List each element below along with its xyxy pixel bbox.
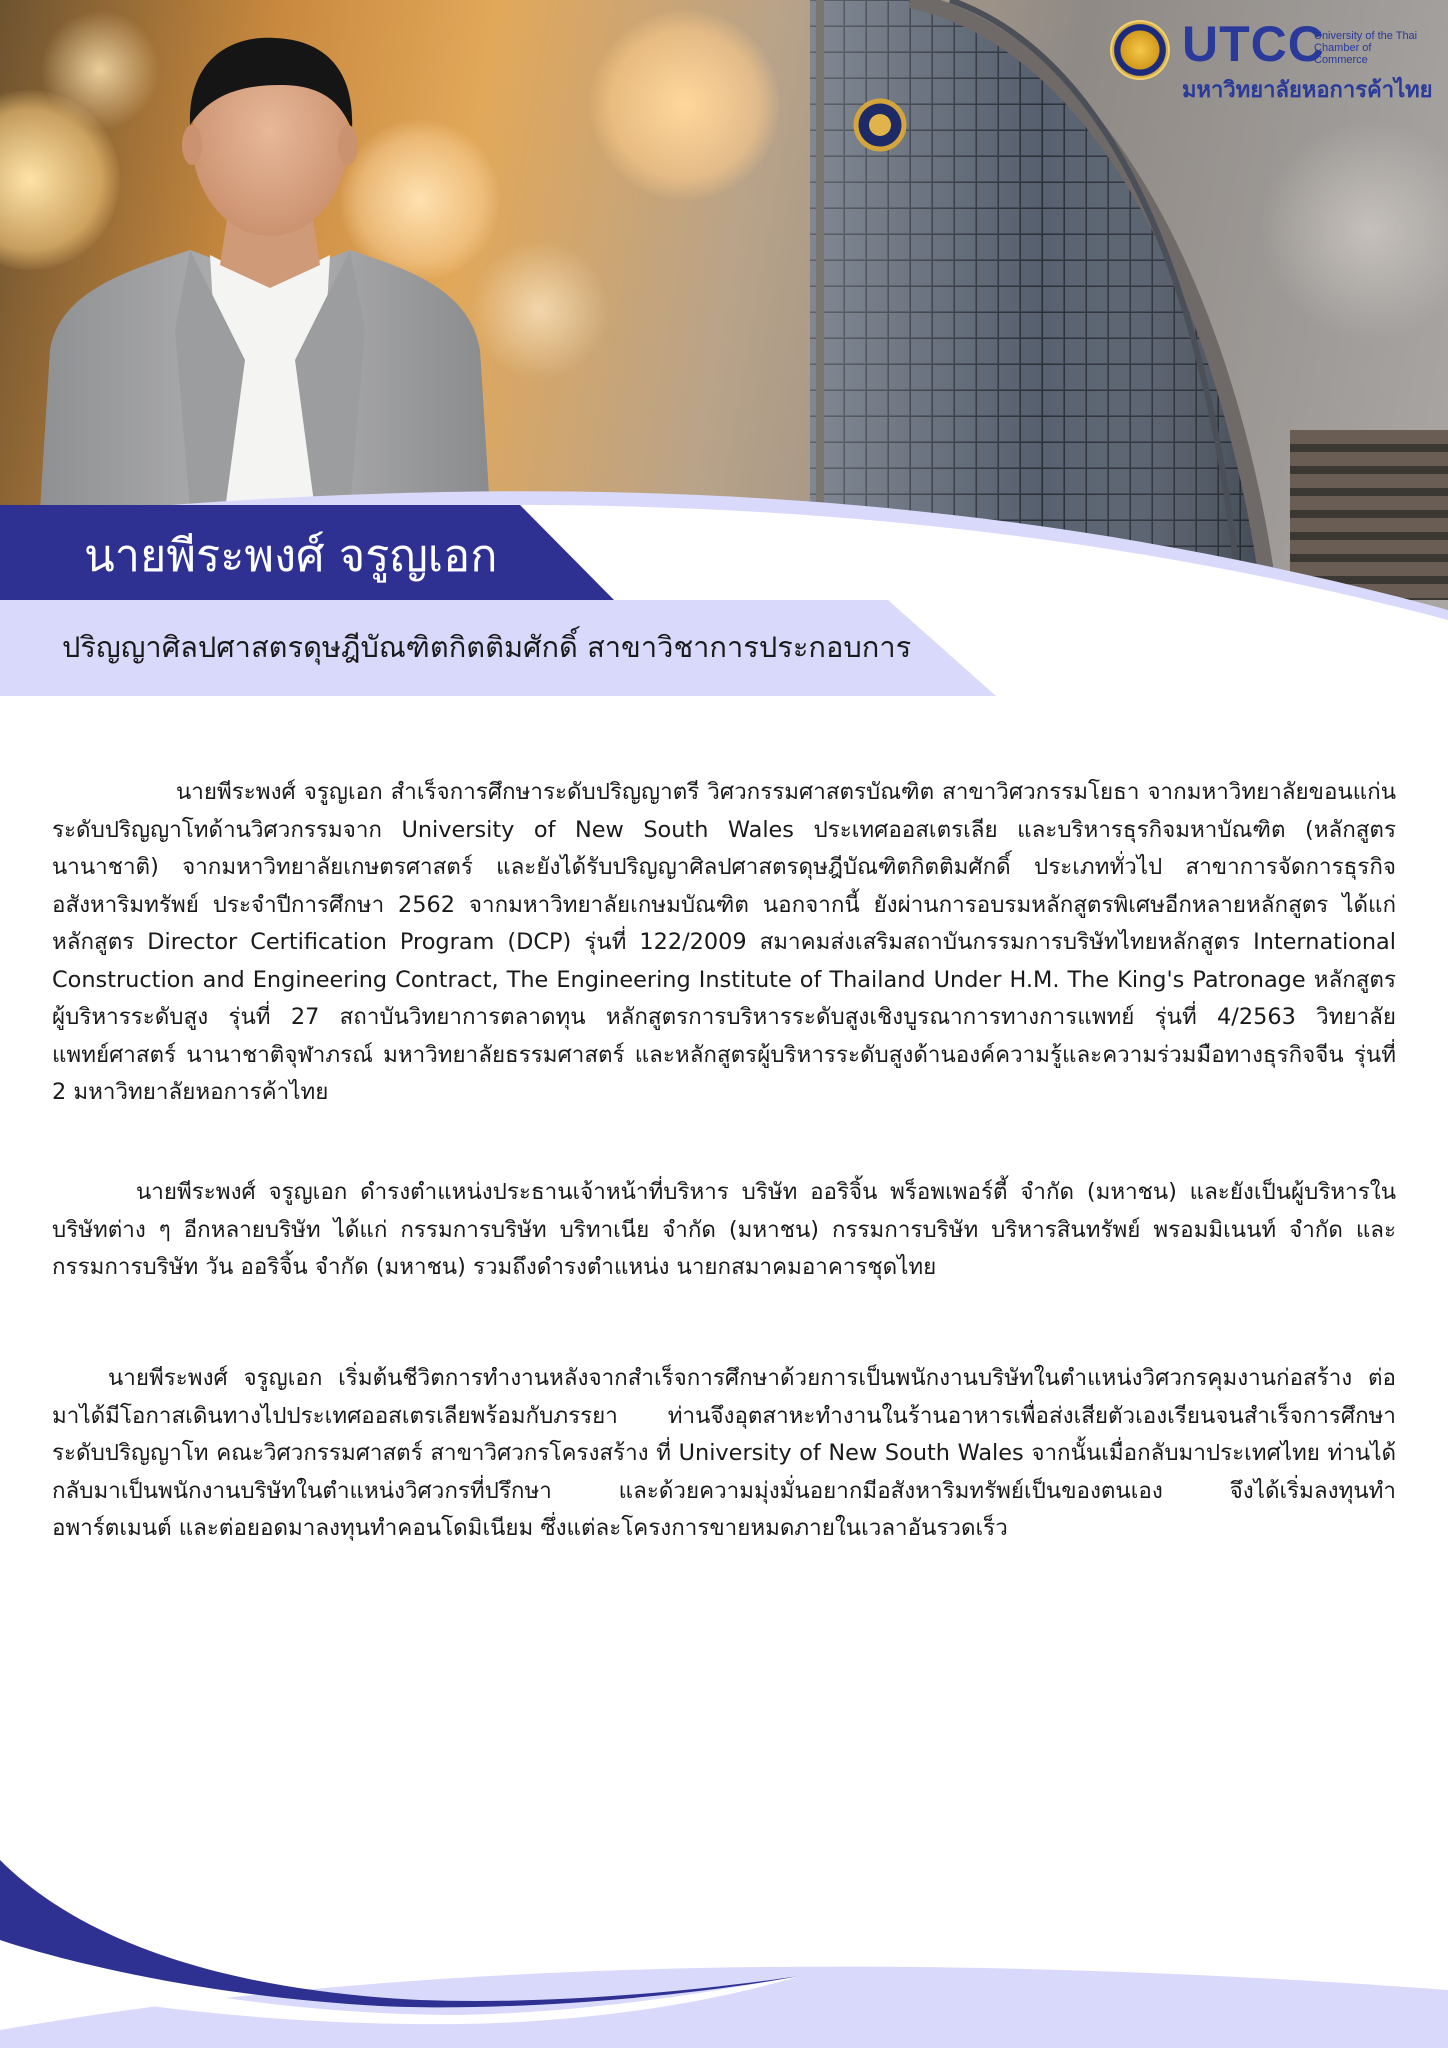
biography-paragraph-career: นายพีระพงศ์ จรูญเอก เริ่มต้นชีวิตการทำงานหลังจากสำเร็จการศึกษาด้วยการเป็นพนักงานบริษัทในตำแหน่งวิศวกรคุมงานก่อสร้าง ต่อมาได้มีโอกาสเดินทางไปประเทศออสเตรเลียพร้อมกับภรรยา ท่านจึงอุตสาหะทำงานในร้านอาหารเพื่อส่งเสียตัวเองเรียนจนสำเร็จการศึกษาระดับปริญญาโท คณะวิศวกรรมศาสตร์ สาขาวิศวกรโครงสร้าง ที่ University of New South Wales จากนั้นเมื่อกลับมาประเทศไทย ท่านได้กลับมาเป็นพนักงานบริษัทในตำแหน่งวิศวกรที่ปรึกษา และด้วยความมุ่งมั่นอยากมีอสังหาริมทรัพย์เป็นของตนเอง จึงได้เริ่มลงทุนทำอพาร์ตเมนต์ และต่อยอดมาลงทุนทำคอนโดมิเนียม ซึ่งแต่ละโครงการขายหมดภายในเวลาอันรวดเร็ว bbox=[52, 1365, 1396, 1541]
logo-english-name: University of the Thai Chamber of Commerce bbox=[1314, 30, 1418, 66]
biography-paragraph-education: นายพีระพงศ์ จรูญเอก สำเร็จการศึกษาระดับปริญญาตรี วิศวกรรมศาสตรบัณฑิต สาขาวิศวกรรมโยธา จากมหาวิทยาลัยขอนแก่น ระดับปริญญาโทด้านวิศวกรรมจาก University of New South Wales ประเทศออสเตรเลีย และบริหารธุรกิจมหาบัณฑิต (หลักสูตรนานาชาติ) จากมหาวิทยาลัยเกษตรศาสตร์ และยังได้รับปริญญาศิลปศาสตรดุษฎีบัณฑิตกิตติมศักดิ์ ประเภททั่วไป สาขาการจัดการธุรกิจอสังหาริมทรัพย์ ประจำปีการศึกษา 2562 จากมหาวิทยาลัยเกษมบัณฑิต นอกจากนี้ ยังผ่านการอบรมหลักสูตรพิเศษอีกหลายหลักสูตร ได้แก่ หลักสูตร Director Certification Program (DCP) รุ่นที่ 122/2009 สมาคมส่งเสริมสถาบันกรรมการบริษัทไทยหลักสูตร International Construction and Engineering Contract, The Engineering Institute of Thailand Under H.M. The King's Patronage หลักสูตรผู้บริหารระดับสูง รุ่นที่ 27 สถาบันวิทยาการตลาดทุน หลักสูตรการบริหารระดับสูงเชิงบูรณาการทางการแพทย์ รุ่นที่ 4/2563 วิทยาลัยแพทย์ศาสตร์ นานาชาติจุฬาภรณ์ มหาวิทยาลัยธรรมศาสตร์ และหลักสูตรผู้บริหารระดับสูงด้านองค์ความรู้และความร่วมมือทางธุรกิจจีน รุ่นที่ 2 มหาวิทยาลัยหอการค้าไทย bbox=[52, 779, 1396, 1105]
footer-wave-decoration bbox=[0, 1840, 1448, 2048]
logo-thai-name: มหาวิทยาลัยหอการค้าไทย bbox=[1182, 78, 1433, 103]
portrait-photo bbox=[40, 30, 500, 510]
person-name: นายพีระพงศ์ จรูญเอก bbox=[84, 529, 498, 582]
logo-abbreviation: UTCC bbox=[1182, 16, 1325, 72]
bokeh-light bbox=[590, 10, 780, 200]
university-seal-icon bbox=[1110, 20, 1170, 80]
honorary-degree: ปริญญาศิลปศาสตรดุษฎีบัณฑิตกิตติมศักดิ์ สาขาวิชาการประกอบการ bbox=[62, 630, 912, 664]
biography-paragraph-positions: นายพีระพงศ์ จรูญเอก ดำรงตำแหน่งประธานเจ้าหน้าที่บริหาร บริษัท ออริจิ้น พร็อพเพอร์ตี้ จำกัด (มหาชน) และยังเป็นผู้บริหารในบริษัทต่าง ๆ อีกหลายบริษัท ได้แก่ กรรมการบริษัท บริทาเนีย จำกัด (มหาชน) กรรมการบริษัท บริหารสินทรัพย์ พรอมมิเนนท์ จำกัด และ กรรมการบริษัท วัน ออริจิ้น จำกัด (มหาชน) รวมถึงดำรงตำแหน่ง นายกสมาคมอาคารชุดไทย bbox=[52, 1179, 1396, 1280]
utcc-logo bbox=[1110, 16, 1433, 108]
